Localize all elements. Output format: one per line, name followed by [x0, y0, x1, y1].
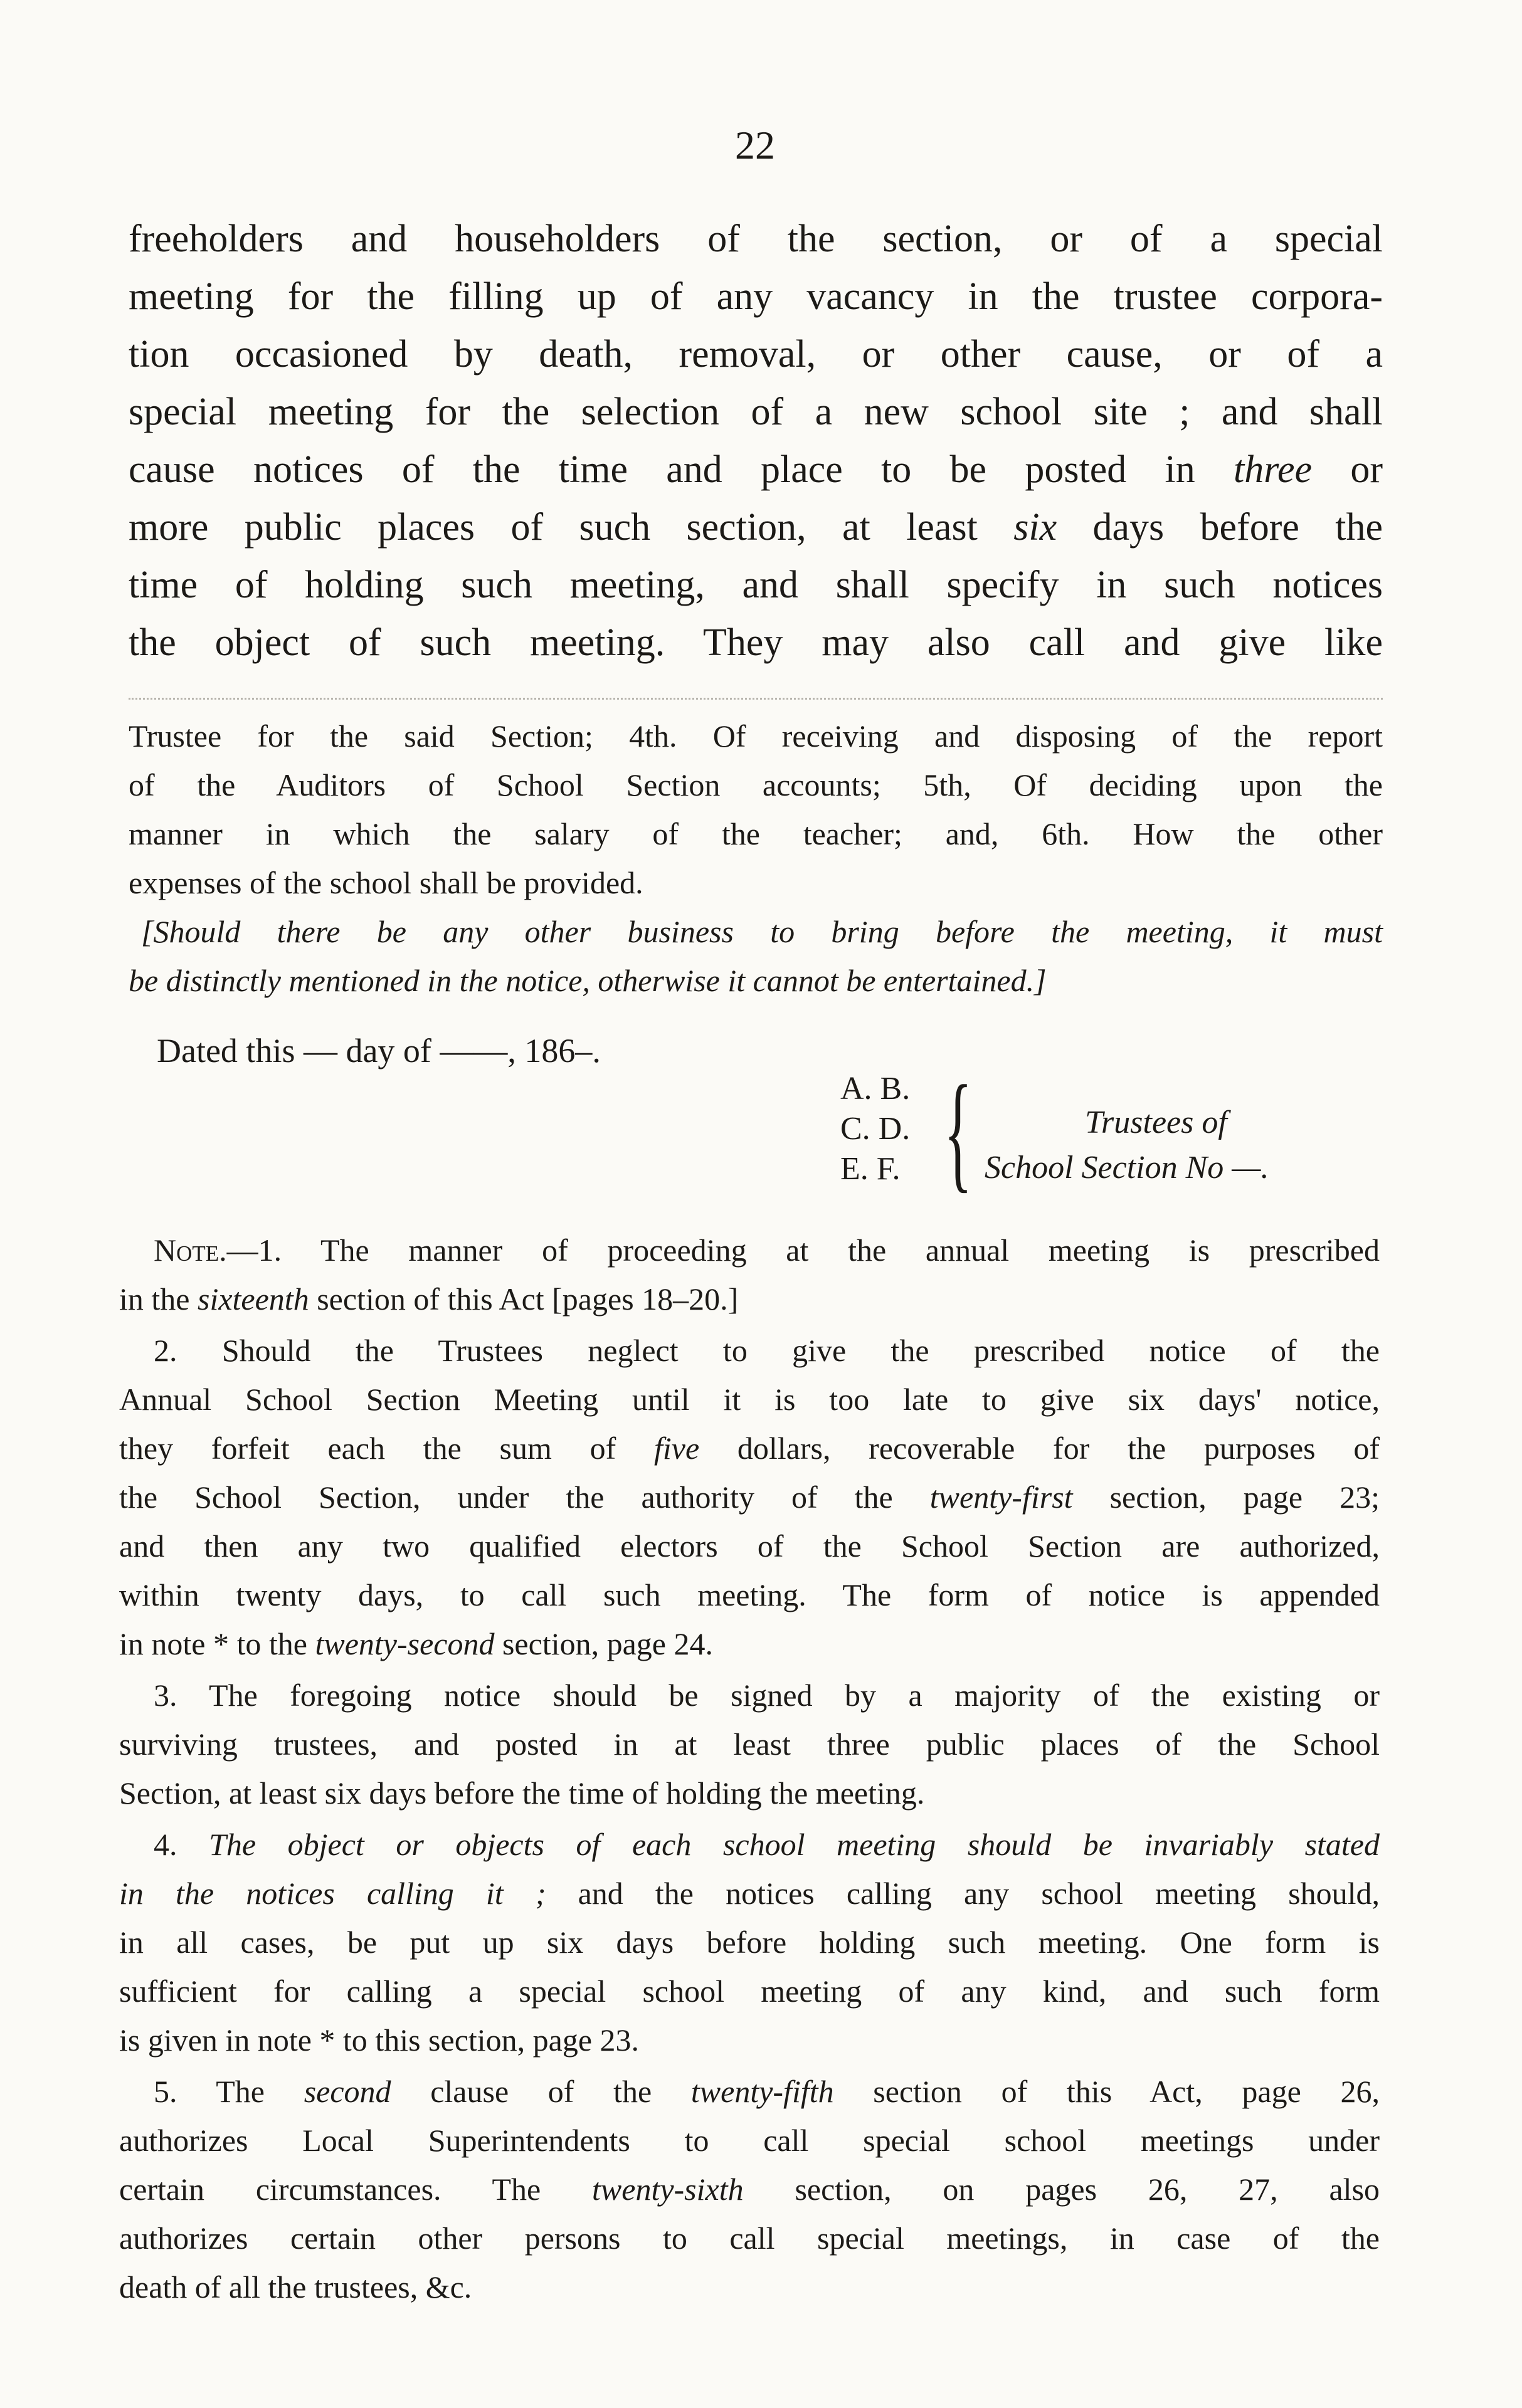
text-span: days before the	[1092, 506, 1383, 549]
text-span: cause notices of the time and place to be posted in	[129, 448, 1195, 491]
note-line	[119, 1619, 1380, 1668]
text-span: in note * to the	[119, 1626, 307, 1661]
italic-word: twenty-first	[929, 1480, 1073, 1515]
form-line-bracketed: [Should there be any other business to bring before the meeting, it must	[141, 914, 1383, 949]
text-span: or	[1350, 448, 1383, 491]
form-line: manner in which the salary of the teacher; and, 6th. How the other	[129, 816, 1383, 851]
text-span: and the notices calling any school meeting should,	[578, 1876, 1380, 1911]
italic-phrase: in the notices calling it ;	[119, 1876, 546, 1911]
notes-section	[119, 1226, 1380, 2311]
text-span: section, on pages 26, 27, also	[795, 2172, 1380, 2207]
text-span: 5. The	[154, 2074, 265, 2109]
text-span: dollars, recoverable for the purposes of	[737, 1431, 1380, 1466]
notice-form-text	[129, 712, 1383, 1005]
note-line: and then any two qualified electors of the School Section are authorized,	[119, 1528, 1380, 1564]
form-line-bracketed: be distinctly mentioned in the notice, otherwise it cannot be entertained.]	[129, 963, 1047, 998]
signatories	[840, 1069, 910, 1189]
text-line: freeholders and householders of the section, or of a special	[129, 218, 1383, 260]
text-span: —1. The manner of proceeding at the annual meeting is prescribed	[226, 1233, 1380, 1268]
note-line: sufficient for calling a special school meeting of any kind, and such form	[119, 1974, 1380, 2009]
note-line: is given in note * to this section, page 23.	[119, 2022, 640, 2058]
text-span: clause of the	[430, 2074, 652, 2109]
italic-word: second	[304, 2074, 391, 2109]
italic-word: twenty-sixth	[592, 2172, 744, 2207]
note-line: authorizes certain other persons to call special meetings, in case of the	[119, 2221, 1380, 2256]
section-divider	[129, 698, 1383, 700]
note-line: authorizes Local Superintendents to call special school meetings under	[119, 2123, 1380, 2158]
form-line: expenses of the school shall be provided.	[129, 865, 643, 900]
note-label: Note.	[154, 1233, 227, 1268]
text-line: time of holding such meeting, and shall specify in such notices	[129, 564, 1383, 606]
text-span: section, page 23;	[1109, 1480, 1380, 1515]
signatory: E. F.	[840, 1151, 901, 1187]
text-line	[129, 498, 1383, 556]
text-span: more public places of such section, at least	[129, 506, 978, 549]
note-line	[119, 2067, 1380, 2116]
note-line	[119, 1869, 1380, 1918]
italic-word: six	[1013, 506, 1057, 549]
italic-phrase: The object or objects of each school meeting should be invariably stated	[209, 1827, 1380, 1862]
text-line: meeting for the filling up of any vacancy in the trustee corpora-	[129, 275, 1383, 318]
italic-word: sixteenth	[197, 1281, 309, 1317]
text-line	[129, 441, 1383, 498]
italic-word: twenty-second	[315, 1626, 495, 1661]
trustees-title	[985, 1100, 1424, 1191]
note-line	[119, 1424, 1380, 1473]
text-line: the object of such meeting. They may also call and give like	[129, 621, 1383, 664]
text-span: section, page 24.	[502, 1626, 713, 1661]
text-line: tion occasioned by death, removal, or other cause, or of a	[129, 333, 1383, 376]
form-line: Trustee for the said Section; 4th. Of receiving and disposing of the report	[129, 718, 1383, 754]
form-line: of the Auditors of School Section accounts; 5th, Of deciding upon the	[129, 767, 1383, 802]
note-line	[119, 1226, 1380, 1275]
note-line: Section, at least six days before the time of holding the meeting.	[119, 1775, 925, 1811]
italic-word: three	[1234, 448, 1313, 491]
note-line	[119, 1275, 1380, 1323]
curly-brace-icon: {	[944, 1059, 973, 1204]
trustees-title-line: School Section No —.	[985, 1150, 1269, 1186]
text-span: 4.	[154, 1827, 177, 1862]
page-number: 22	[735, 123, 775, 167]
text-span: certain circumstances. The	[119, 2172, 541, 2207]
text-span: the School Section, under the authority of the	[119, 1480, 893, 1515]
signatory: C. D.	[840, 1111, 911, 1147]
note-line: Annual School Section Meeting until it is too late to give six days' notice,	[119, 1382, 1380, 1417]
text-line: special meeting for the selection of a new school site ; and shall	[129, 391, 1383, 433]
note-line	[119, 2165, 1380, 2214]
italic-word: five	[653, 1431, 700, 1466]
text-span: in the	[119, 1281, 190, 1317]
text-span: section of this Act [pages 18–20.]	[317, 1281, 739, 1317]
signatory: A. B.	[840, 1071, 911, 1107]
main-text	[129, 210, 1383, 671]
note-line: in all cases, be put up six days before holding such meeting. One form is	[119, 1925, 1380, 1960]
note-line: death of all the trustees, &c.	[119, 2269, 472, 2305]
text-span: section of this Act, page 26,	[873, 2074, 1380, 2109]
note-line: 3. The foregoing notice should be signed by a majority of the existing or	[154, 1678, 1380, 1713]
trustees-title-line: Trustees of	[1085, 1105, 1227, 1140]
note-line	[119, 1473, 1380, 1522]
dated-line: Dated this — day of ——, 186–.	[157, 1032, 601, 1070]
text-span: they forfeit each the sum of	[119, 1431, 616, 1466]
note-line	[119, 1820, 1380, 1869]
note-line: surviving trustees, and posted in at least three public places of the School	[119, 1727, 1380, 1762]
note-line: within twenty days, to call such meeting. The form of notice is appended	[119, 1577, 1380, 1612]
note-line: 2. Should the Trustees neglect to give the prescribed notice of the	[154, 1333, 1380, 1368]
italic-word: twenty-fifth	[690, 2074, 834, 2109]
